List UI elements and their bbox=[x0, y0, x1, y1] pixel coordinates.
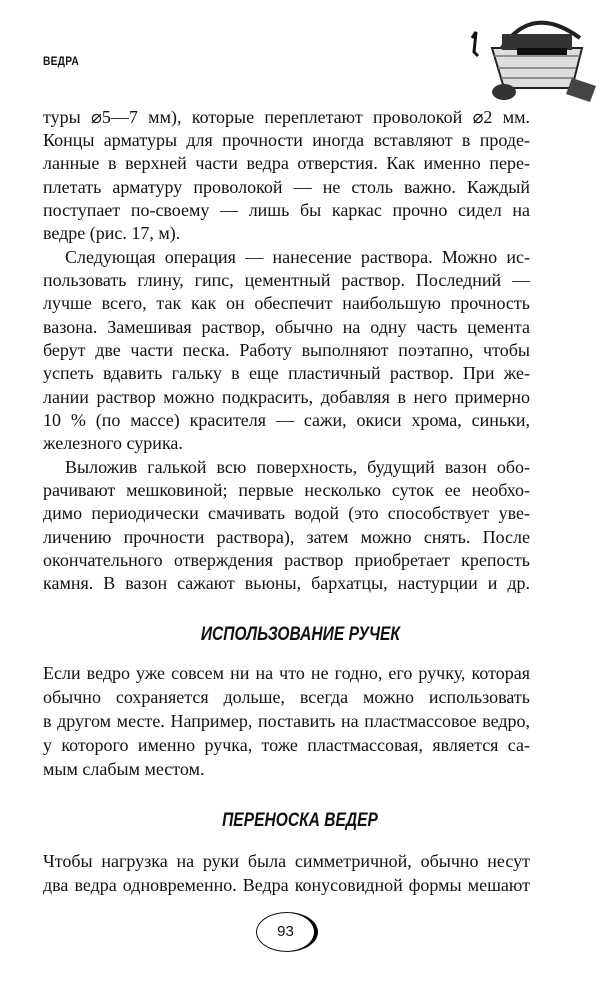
text-line: железного сурика. bbox=[43, 433, 183, 453]
text-line: Следующая операция — нанесение раствора. Можно ис- bbox=[65, 247, 530, 267]
text-line: рачивают мешковиной; первые несколько суток ее необхо- bbox=[43, 480, 530, 500]
text-line: Чтобы нагрузка на руки была симметричной, обычно несут bbox=[43, 851, 530, 871]
section-heading-text: ПЕРЕНОСКА ВЕДЕР bbox=[222, 810, 378, 831]
text-line: Концы арматуры для прочности иногда вставляют в проде- bbox=[43, 130, 530, 150]
text-line: два ведра одновременно. Ведра конусовидной формы мешают bbox=[43, 875, 530, 895]
text-line: личению прочности раствора), затем можно снять. После bbox=[43, 527, 530, 547]
section-heading bbox=[0, 810, 600, 832]
text-line: Выложив галькой всю поверхность, будущий вазон обо- bbox=[65, 457, 530, 477]
text-line: ланные в верхней части ведра отверстия. Как именно пере- bbox=[43, 153, 530, 173]
text-line: окончательного отверждения раствор приобретает крепость bbox=[43, 550, 530, 570]
text-line: успеть вдавить гальку в еще пластичный раствор. При же- bbox=[43, 363, 530, 383]
text-line: пользовать глину, гипс, цементный раствор. Последний — bbox=[43, 270, 530, 290]
text-line: мым слабым местом. bbox=[43, 759, 205, 779]
text-line: ведре (рис. 17, м). bbox=[43, 223, 181, 243]
bucket-basket-illustration-icon bbox=[462, 8, 600, 104]
section-heading-text: ИСПОЛЬЗОВАНИЕ РУЧЕК bbox=[200, 624, 400, 645]
text-line: поступает по-своему — лишь бы каркас прочно сидел на bbox=[43, 200, 530, 220]
page-number: 93 bbox=[256, 912, 318, 952]
text-line: вазона. Замешивая раствор, обычно на одну часть цемента bbox=[43, 317, 530, 337]
running-header: ВЕДРА bbox=[43, 54, 79, 68]
text-line: камня. В вазон сажают вьюны, бархатцы, настурции и др. bbox=[43, 573, 530, 593]
text-line: у которого именно ручка, тоже пластмассовая, является са- bbox=[43, 735, 530, 755]
text-line: обычно сохраняется дольше, всегда можно использовать bbox=[43, 687, 530, 707]
text-line: лучше всего, так как он обеспечит наибольшую прочность bbox=[43, 293, 530, 313]
text-line: димо периодически смачивать водой (это способствует уве- bbox=[43, 503, 530, 523]
text-line: 10 % (по массе) красителя — сажи, окиси хрома, синьки, bbox=[43, 410, 530, 430]
text-line: лании раствор можно подкрасить, добавляя в него примерно bbox=[43, 387, 530, 407]
text-line: в другом месте. Например, поставить на пластмассовое ведро, bbox=[43, 711, 530, 731]
section-heading bbox=[0, 624, 600, 646]
text-line: берут две части песка. Работу выполняют поэтапно, чтобы bbox=[43, 340, 530, 360]
text-line: туры ⌀5—7 мм), которые переплетают проволокой ⌀2 мм. bbox=[43, 107, 531, 127]
text-line: Если ведро уже совсем ни на что не годно, его ручку, которая bbox=[43, 663, 530, 683]
text-line: плетать арматуру проволокой — не столь важно. Каждый bbox=[43, 177, 530, 197]
